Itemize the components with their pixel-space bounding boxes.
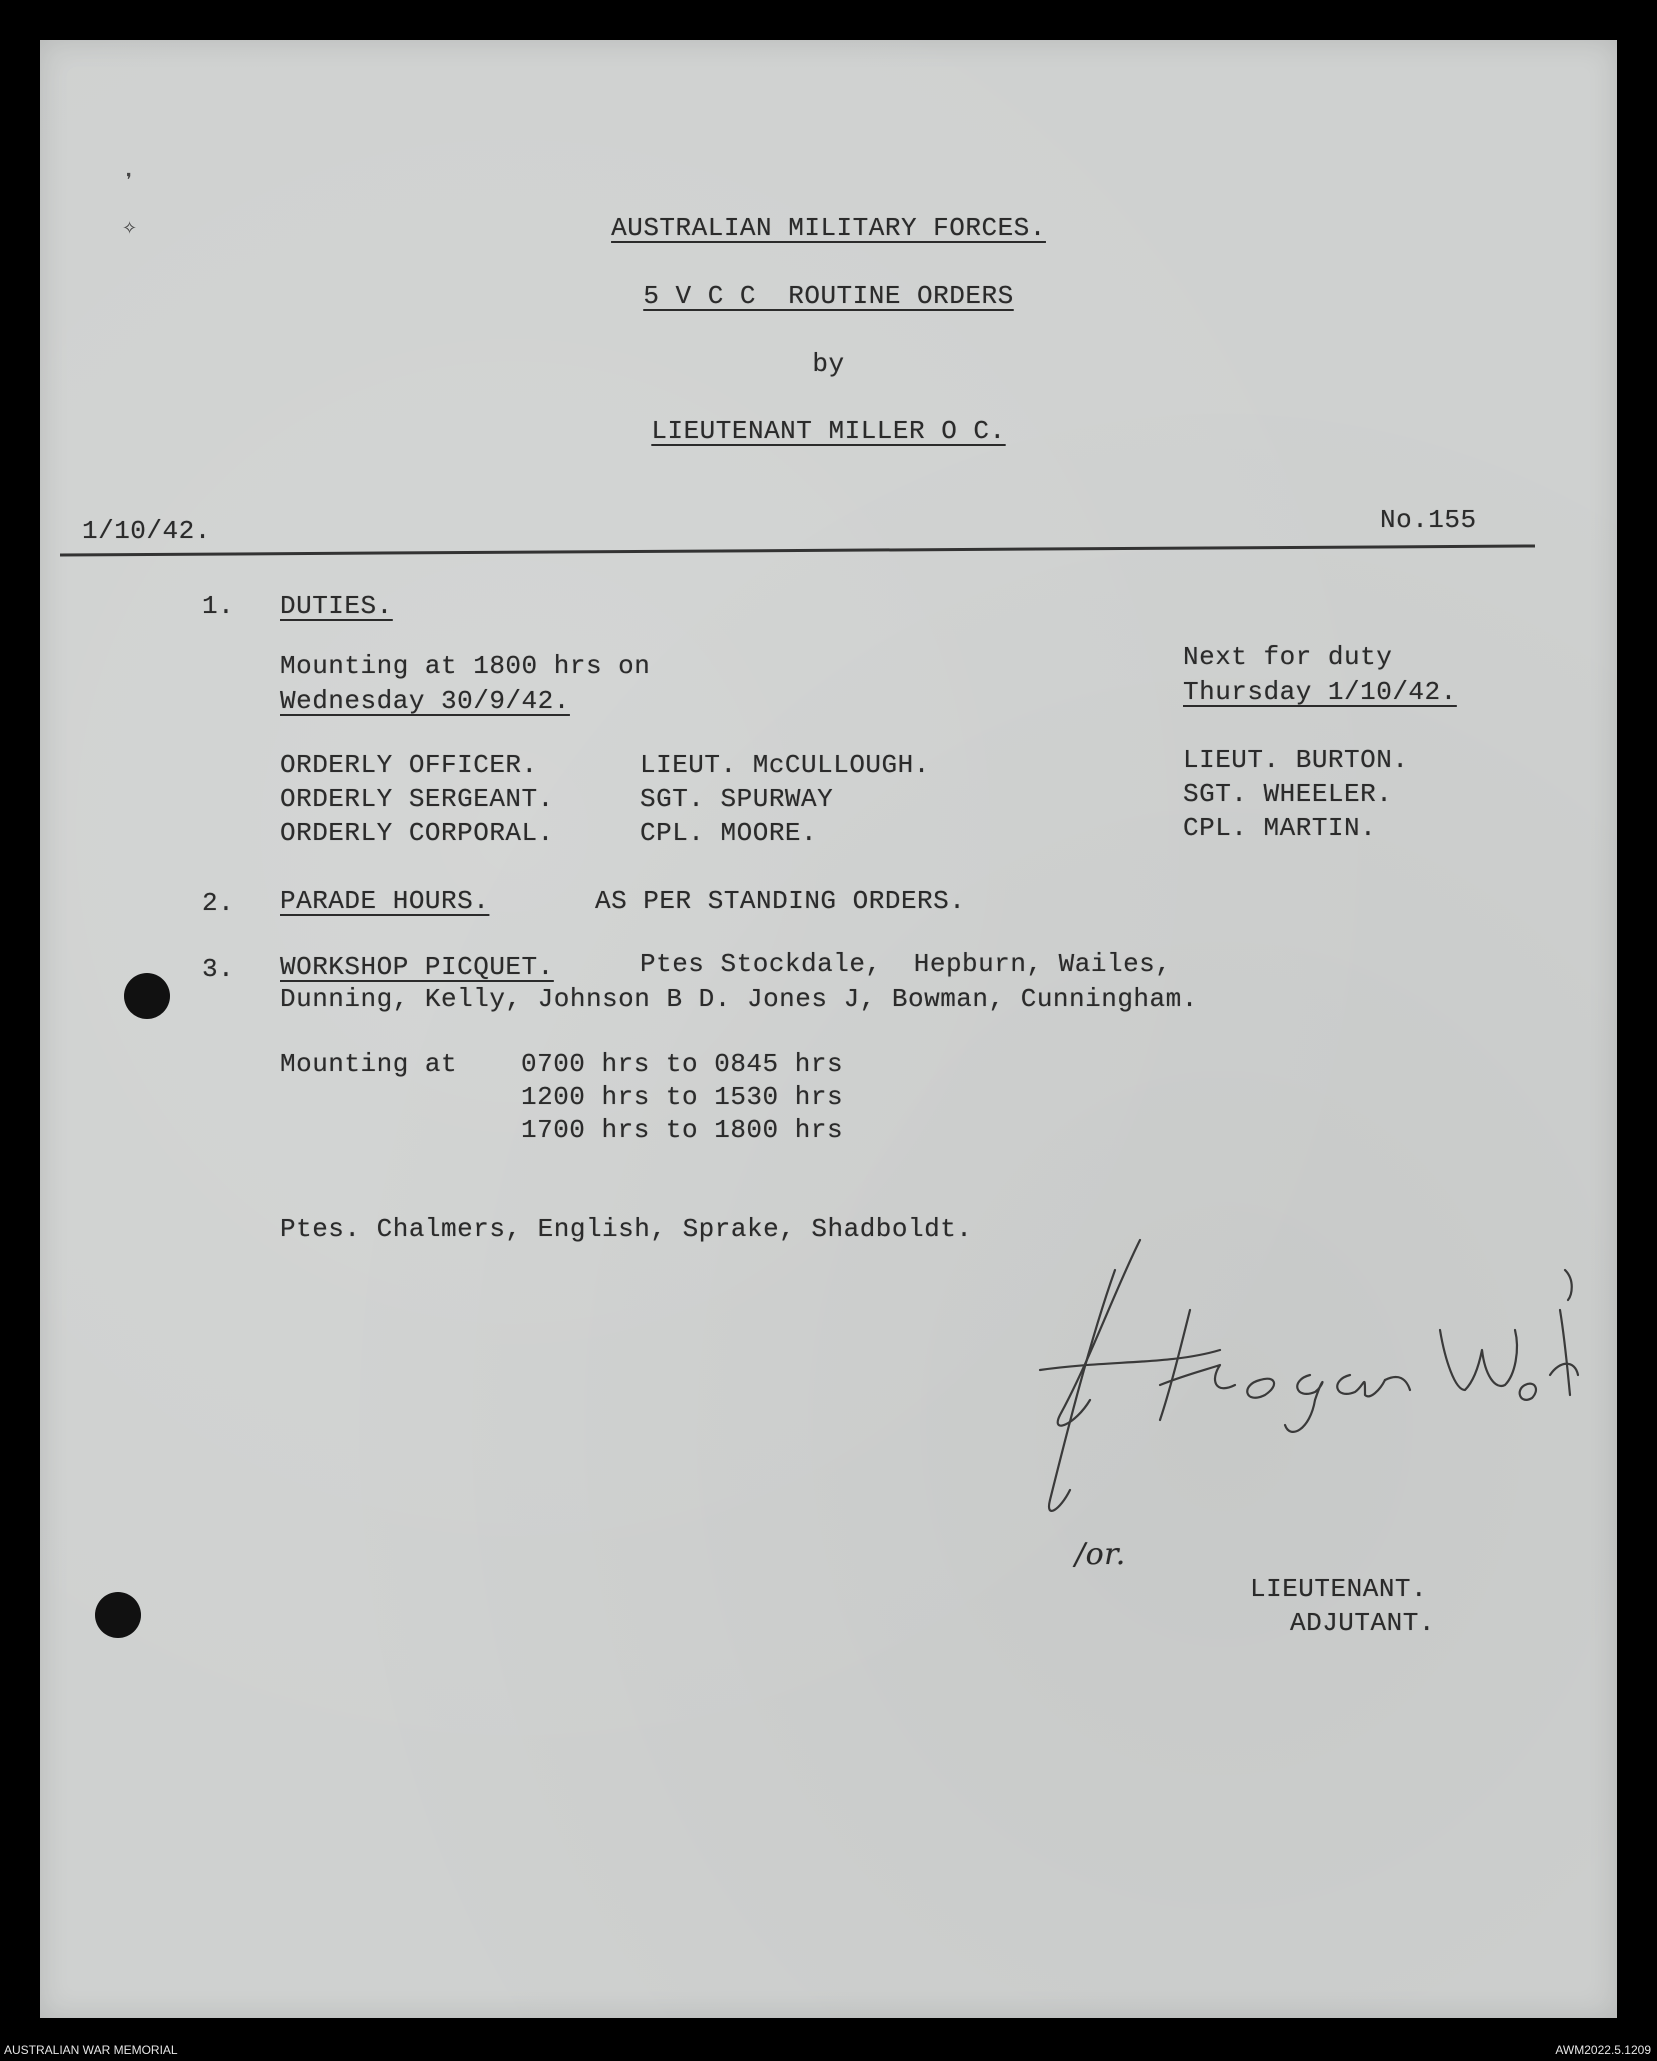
picquet-names-line2: Dunning, Kelly, Johnson B D. Jones J, Bowman, Cunningham. bbox=[280, 984, 1198, 1014]
parade-number: 2. bbox=[202, 888, 235, 918]
duty-next: CPL. MARTIN. bbox=[1183, 813, 1377, 843]
picquet-time: 1200 hrs to 1530 hrs bbox=[521, 1082, 844, 1112]
staple-mark-lower: ✧ bbox=[122, 218, 138, 239]
signatory-role: ADJUTANT. bbox=[1290, 1608, 1435, 1638]
order-number: No.155 bbox=[1380, 505, 1477, 535]
signature-for: /or. bbox=[1075, 1537, 1126, 1572]
picquet-extra-names: Ptes. Chalmers, English, Sprake, Shadboldt. bbox=[280, 1214, 973, 1244]
duty-role: ORDERLY SERGEANT. bbox=[280, 784, 554, 814]
duty-next: SGT. WHEELER. bbox=[1183, 779, 1393, 809]
duty-current: SGT. SPURWAY bbox=[640, 784, 834, 814]
next-duty-line: Next for duty bbox=[1183, 642, 1393, 672]
header-rule bbox=[60, 544, 1535, 556]
punch-hole-top bbox=[124, 973, 170, 1019]
duty-role: ORDERLY CORPORAL. bbox=[280, 818, 554, 848]
picquet-time: 0700 hrs to 0845 hrs bbox=[521, 1049, 844, 1079]
duty-next: LIEUT. BURTON. bbox=[1183, 745, 1409, 775]
by-line: by bbox=[812, 349, 845, 379]
next-duty-date: Thursday 1/10/42. bbox=[1183, 677, 1457, 707]
duty-current: CPL. MOORE. bbox=[640, 818, 818, 848]
picquet-time: 1700 hrs to 1800 hrs bbox=[521, 1115, 844, 1145]
order-date: 1/10/42. bbox=[82, 516, 211, 546]
duty-current: LIEUT. McCULLOUGH. bbox=[640, 750, 930, 780]
parade-text: AS PER STANDING ORDERS. bbox=[595, 886, 966, 916]
duty-role: ORDERLY OFFICER. bbox=[280, 750, 538, 780]
punch-hole-bottom bbox=[95, 1592, 141, 1638]
picquet-times-label: Mounting at bbox=[280, 1049, 458, 1079]
duties-heading: DUTIES. bbox=[280, 591, 393, 621]
picquet-names-line1: Ptes Stockdale, Hepburn, Wailes, bbox=[640, 949, 1172, 979]
mounting-date: Wednesday 30/9/42. bbox=[280, 686, 570, 716]
duties-number: 1. bbox=[202, 591, 235, 621]
mounting-line: Mounting at 1800 hrs on bbox=[280, 651, 651, 681]
signature-image bbox=[1020, 1200, 1580, 1580]
footer-source: AUSTRALIAN WAR MEMORIAL bbox=[4, 2043, 178, 2057]
org-heading: AUSTRALIAN MILITARY FORCES. bbox=[611, 213, 1046, 243]
picquet-heading: WORKSHOP PICQUET. bbox=[280, 952, 554, 982]
parade-heading: PARADE HOURS. bbox=[280, 886, 490, 916]
footer-accession: AWM2022.5.1209 bbox=[1555, 2043, 1651, 2057]
orders-title: 5 V C C ROUTINE ORDERS bbox=[643, 281, 1014, 311]
officer-line: LIEUTENANT MILLER O C. bbox=[651, 416, 1006, 446]
signatory-rank: LIEUTENANT. bbox=[1250, 1574, 1428, 1604]
staple-mark: ❜ bbox=[126, 170, 132, 191]
document-page bbox=[40, 40, 1617, 2018]
picquet-number: 3. bbox=[202, 954, 235, 984]
